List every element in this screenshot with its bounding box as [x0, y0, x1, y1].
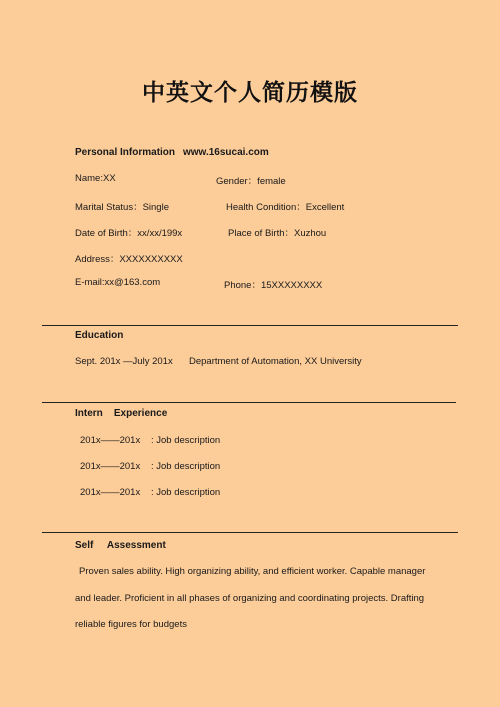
personal-heading: Personal Information: [75, 147, 176, 158]
health-field: Health Condition：Excellent: [226, 202, 345, 213]
pob-field: Place of Birth：Xuzhou: [228, 228, 327, 239]
intern-heading: Intern Experience: [75, 408, 168, 419]
intern-desc: : Job description: [151, 435, 221, 446]
email-field: E-mail:xx@163.com: [75, 277, 161, 288]
dob-field: Date of Birth：xx/xx/199x: [75, 228, 183, 239]
self-line: Proven sales ability. High organizing ability, and efficient worker. Capable manager: [79, 566, 426, 577]
intern-desc: : Job description: [151, 461, 221, 472]
education-heading: Education: [75, 330, 124, 341]
intern-desc: : Job description: [151, 487, 221, 498]
intern-period: 201x——201x: [80, 435, 141, 446]
divider-line: [42, 532, 458, 533]
education-detail: Department of Automation, XX University: [189, 356, 362, 367]
education-period: Sept. 201x —July 201x: [75, 356, 173, 367]
site-url: www.16sucai.com: [183, 147, 269, 158]
self-line: and leader. Proficient in all phases of organizing and coordinating projects. Drafting: [75, 593, 425, 604]
name-field: Name:XX: [75, 173, 116, 184]
self-heading: Self Assessment: [75, 540, 166, 551]
intern-period: 201x——201x: [80, 487, 141, 498]
self-line: reliable figures for budgets: [75, 619, 187, 630]
divider-line: [42, 325, 458, 326]
address-field: Address：XXXXXXXXXX: [75, 254, 183, 265]
divider-line: [42, 402, 456, 403]
phone-field: Phone：15XXXXXXXX: [224, 280, 323, 291]
marital-field: Marital Status：Single: [75, 202, 169, 213]
gender-field: Gender：female: [216, 176, 286, 187]
intern-period: 201x——201x: [80, 461, 141, 472]
page-title: 中英文个人简历模版: [142, 80, 358, 106]
